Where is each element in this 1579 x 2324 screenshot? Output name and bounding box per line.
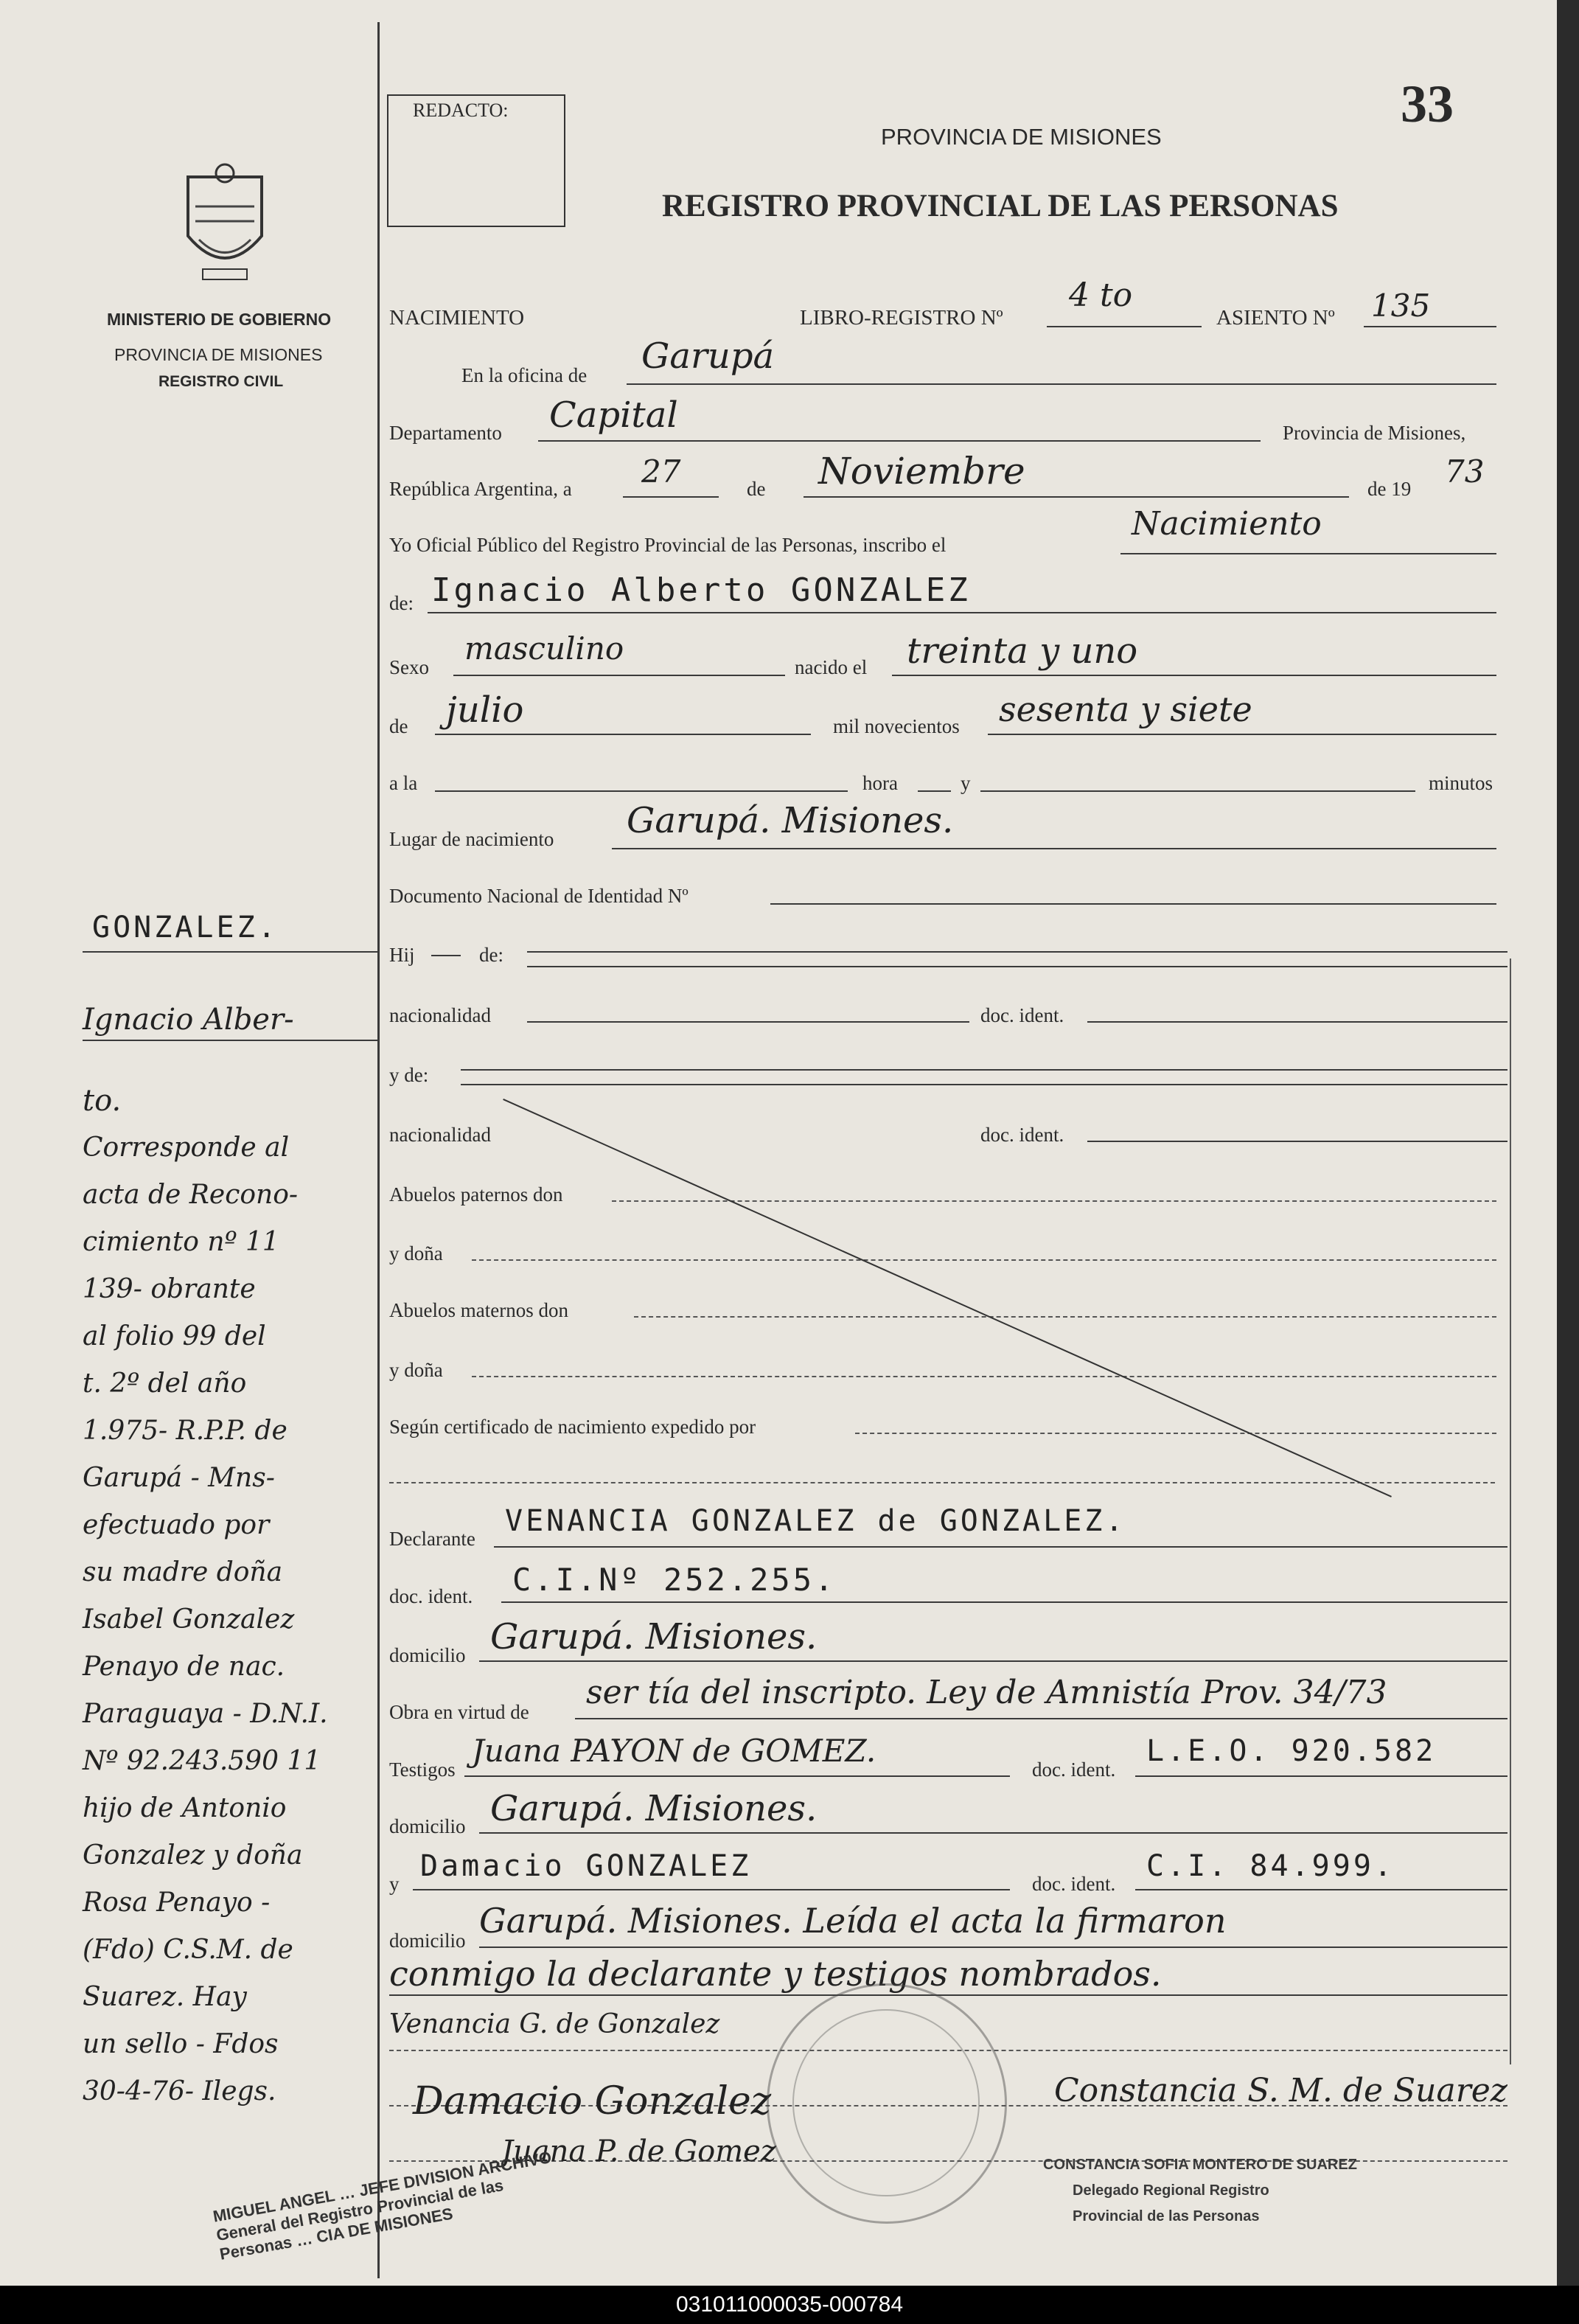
hora-label: hora [862,772,898,794]
ministry-line1: MINISTERIO DE GOBIERNO [107,310,332,329]
domicilio1-value: Garupá. Misiones. [490,1616,818,1657]
doc-ident3-line [501,1601,1507,1603]
page-number: 33 [1401,74,1454,133]
testigo1-value: Juana PAYON de GOMEZ. [472,1733,876,1769]
testigo1-line [464,1775,1010,1777]
domicilio3-value: Garupá. Misiones. Leída el acta la firmaron [479,1901,1227,1941]
nacido-value: treinta y uno [907,630,1138,672]
a-la-line [435,790,848,792]
name-line [428,612,1496,613]
abuelos-paternos-label: Abuelos paternos don [389,1183,563,1206]
mil-value: sesenta y siete [999,689,1252,729]
sexo-value: masculino [464,630,624,667]
oficina-line [627,383,1496,385]
obra-label: Obra en virtud de [389,1701,529,1723]
testigo2-value: Damacio GONZALEZ [420,1849,752,1883]
closing-text: conmigo la declarante y testigos nombrados. [389,1954,1162,1994]
yo-oficial-text: Yo Oficial Público del Registro Provincial de las Personas, inscribo el [389,534,947,556]
segun-line-1 [855,1433,1496,1434]
testigos-label: Testigos [389,1758,456,1781]
y-dona1-line [472,1259,1496,1261]
departamento-value: Capital [549,394,678,436]
asiento-line [1364,326,1496,327]
hora-line [918,790,951,792]
republica-label: República Argentina, a [389,478,572,500]
signature-declarante: Venancia G. de Gonzalez [389,2009,720,2039]
signature-testigo2: Damacio Gonzalez [413,2079,772,2123]
libro-value: 4 to [1069,276,1133,314]
doc-ident2-line [1087,1141,1507,1142]
minutos-label: minutos [1429,772,1493,794]
domicilio2-label: domicilio [389,1815,466,1837]
abuelos-maternos-label: Abuelos maternos don [389,1299,568,1321]
y-dona2-label: y doña [389,1359,443,1381]
mes-line [435,734,811,735]
lugar-value: Garupá. Misiones. [627,800,954,841]
obra-value: ser tía del inscripto. Ley de Amnistía Prov. 34/73 [586,1674,1387,1711]
de-year-label: de 19 [1367,478,1412,500]
segun-label: Según certificado de nacimiento expedido por [389,1416,756,1438]
hij-line-2 [527,966,1507,967]
doc-ident5-line [1135,1889,1507,1890]
stamp-right-line3: Provincial de las Personas [1073,2208,1260,2224]
a-la-label: a la [389,772,418,794]
inscribo-value: Nacimiento [1132,505,1322,543]
de-mes-label: de [389,715,408,737]
y-de-label: y de: [389,1064,429,1086]
closing-line [389,1994,1507,1996]
coat-of-arms-icon [173,162,276,291]
de-name-label: de: [389,592,414,614]
obra-line [575,1718,1507,1719]
nacionalidad2-label: nacionalidad [389,1124,491,1146]
dni-line [770,903,1496,905]
province-header: PROVINCIA DE MISIONES [881,124,1162,150]
margin-surname-line [83,951,377,953]
doc-ident3-label: doc. ident. [389,1585,473,1607]
book-spine-edge [1557,0,1579,2324]
domicilio2-value: Garupá. Misiones. [490,1788,818,1829]
doc-ident2-label: doc. ident. [980,1124,1064,1146]
domicilio1-line [479,1660,1507,1662]
hij-label: Hij [389,944,415,966]
nacionalidad1-line [527,1021,969,1023]
right-border [1510,959,1511,2064]
document-id-footer: 031011000035-000784 [0,2286,1579,2324]
doc-ident1-label: doc. ident. [980,1004,1064,1026]
month-line [804,496,1349,498]
stamp-right-line1: CONSTANCIA SOFIA MONTERO DE SUAREZ [1043,2157,1357,2173]
signature-oficial: Constancia S. M. de Suarez [1054,2072,1507,2109]
lugar-line [612,848,1496,849]
departamento-line [538,440,1261,442]
margin-divider [377,22,380,2278]
registry-header: REGISTRO PROVINCIAL DE LAS PERSONAS [662,189,1339,223]
oficina-label: En la oficina de [461,364,588,386]
domicilio3-line [479,1946,1507,1948]
name-value: Ignacio Alberto GONZALEZ [431,571,971,609]
nacido-label: nacido el [795,656,868,678]
doc-ident1-line [1087,1021,1507,1023]
oficina-value: Garupá [641,335,775,377]
lugar-label: Lugar de nacimiento [389,828,554,850]
sexo-label: Sexo [389,656,429,678]
margin-given1: Ignacio Alber- [83,1003,294,1037]
stamp-right-line2: Delegado Regional Registro [1073,2182,1269,2199]
hij-line-1 [527,951,1507,953]
doc-ident3-value: C.I.Nº 252.255. [512,1562,837,1598]
nacido-line [892,675,1496,676]
day-value: 27 [641,453,681,490]
nacionalidad1-label: nacionalidad [389,1004,491,1026]
y-label: y [961,772,971,794]
minutos-line [980,790,1415,792]
inscribo-line [1120,553,1496,554]
libro-label: LIBRO-REGISTRO Nº [800,306,1003,330]
domicilio3-label: domicilio [389,1930,466,1952]
sexo-line [453,675,785,676]
asiento-value: 135 [1371,288,1431,324]
redacto-label: REDACTO: [413,100,509,121]
y-de-line-1 [461,1069,1507,1071]
domicilio1-label: domicilio [389,1644,466,1666]
margin-surname: GONZALEZ. [92,911,279,944]
ministry-line3: REGISTRO CIVIL [158,373,284,390]
departamento-label: Departamento [389,422,502,444]
dni-label: Documento Nacional de Identidad Nº [389,885,689,907]
mil-label: mil novecientos [833,715,960,737]
de-label: de [747,478,766,500]
official-seal-inner [792,2009,980,2196]
doc-ident5-value: C.I. 84.999. [1146,1849,1395,1883]
mes-value: julio [446,689,524,731]
y-dona1-label: y doña [389,1242,443,1264]
testigo2-line [413,1889,1010,1890]
provincia-label: Provincia de Misiones, [1283,422,1466,444]
declarante-label: Declarante [389,1528,475,1550]
mil-line [988,734,1496,735]
stamp-left: MIGUEL ANGEL … JEFE DIVISION ARCHIVO General del Registro Provincial de las Personas … CIA DE MISIONES [212,2148,554,2264]
month-value: Noviembre [818,450,1025,493]
margin-given1-line [83,1040,377,1041]
doc-ident4-line [1135,1775,1507,1777]
abuelos-maternos-line [634,1316,1496,1318]
hij-de-label: de: [479,944,503,966]
signature-testigo1: Juana P. de Gomez [501,2135,776,2168]
year-value: 73 [1445,453,1485,490]
margin-annotation: Corresponde al acta de Recono- cimiento nº 11 139- obrante al folio 99 del t. 2º del año 1.975- R.P.P. de Garupá - Mns- efectuado por su madre doña Isabel Gonzalez Penayo de nac. Paraguaya - D.N.I. Nº 92.243.590 11 hijo de Antonio Gonzalez y doña Rosa Penayo - (Fdo) C.S.M. de Suarez. Hay un sello - Fdos 30-4-76- Ilegs. [83,1133,328,2106]
ministry-line2: PROVINCIA DE MISIONES [114,345,323,364]
margin-given2: to. [83,1084,122,1118]
libro-line [1047,326,1202,327]
abuelos-paternos-line [612,1200,1496,1202]
doc-ident5-label: doc. ident. [1032,1873,1116,1895]
y-dona2-line [472,1376,1496,1377]
nacimiento-label: NACIMIENTO [389,306,525,330]
doc-ident4-value: L.E.O. 920.582 [1146,1734,1437,1768]
hij-dash [431,955,461,956]
segun-line-2 [389,1482,1495,1483]
day-line [623,496,719,498]
y-de-line-2 [461,1084,1507,1085]
domicilio2-line [479,1832,1507,1834]
declarante-value: VENANCIA GONZALEZ de GONZALEZ. [505,1504,1126,1538]
declarante-line [494,1546,1507,1548]
doc-ident4-label: doc. ident. [1032,1758,1116,1781]
asiento-label: ASIENTO Nº [1216,306,1335,330]
y-testigo-label: y [389,1873,400,1895]
